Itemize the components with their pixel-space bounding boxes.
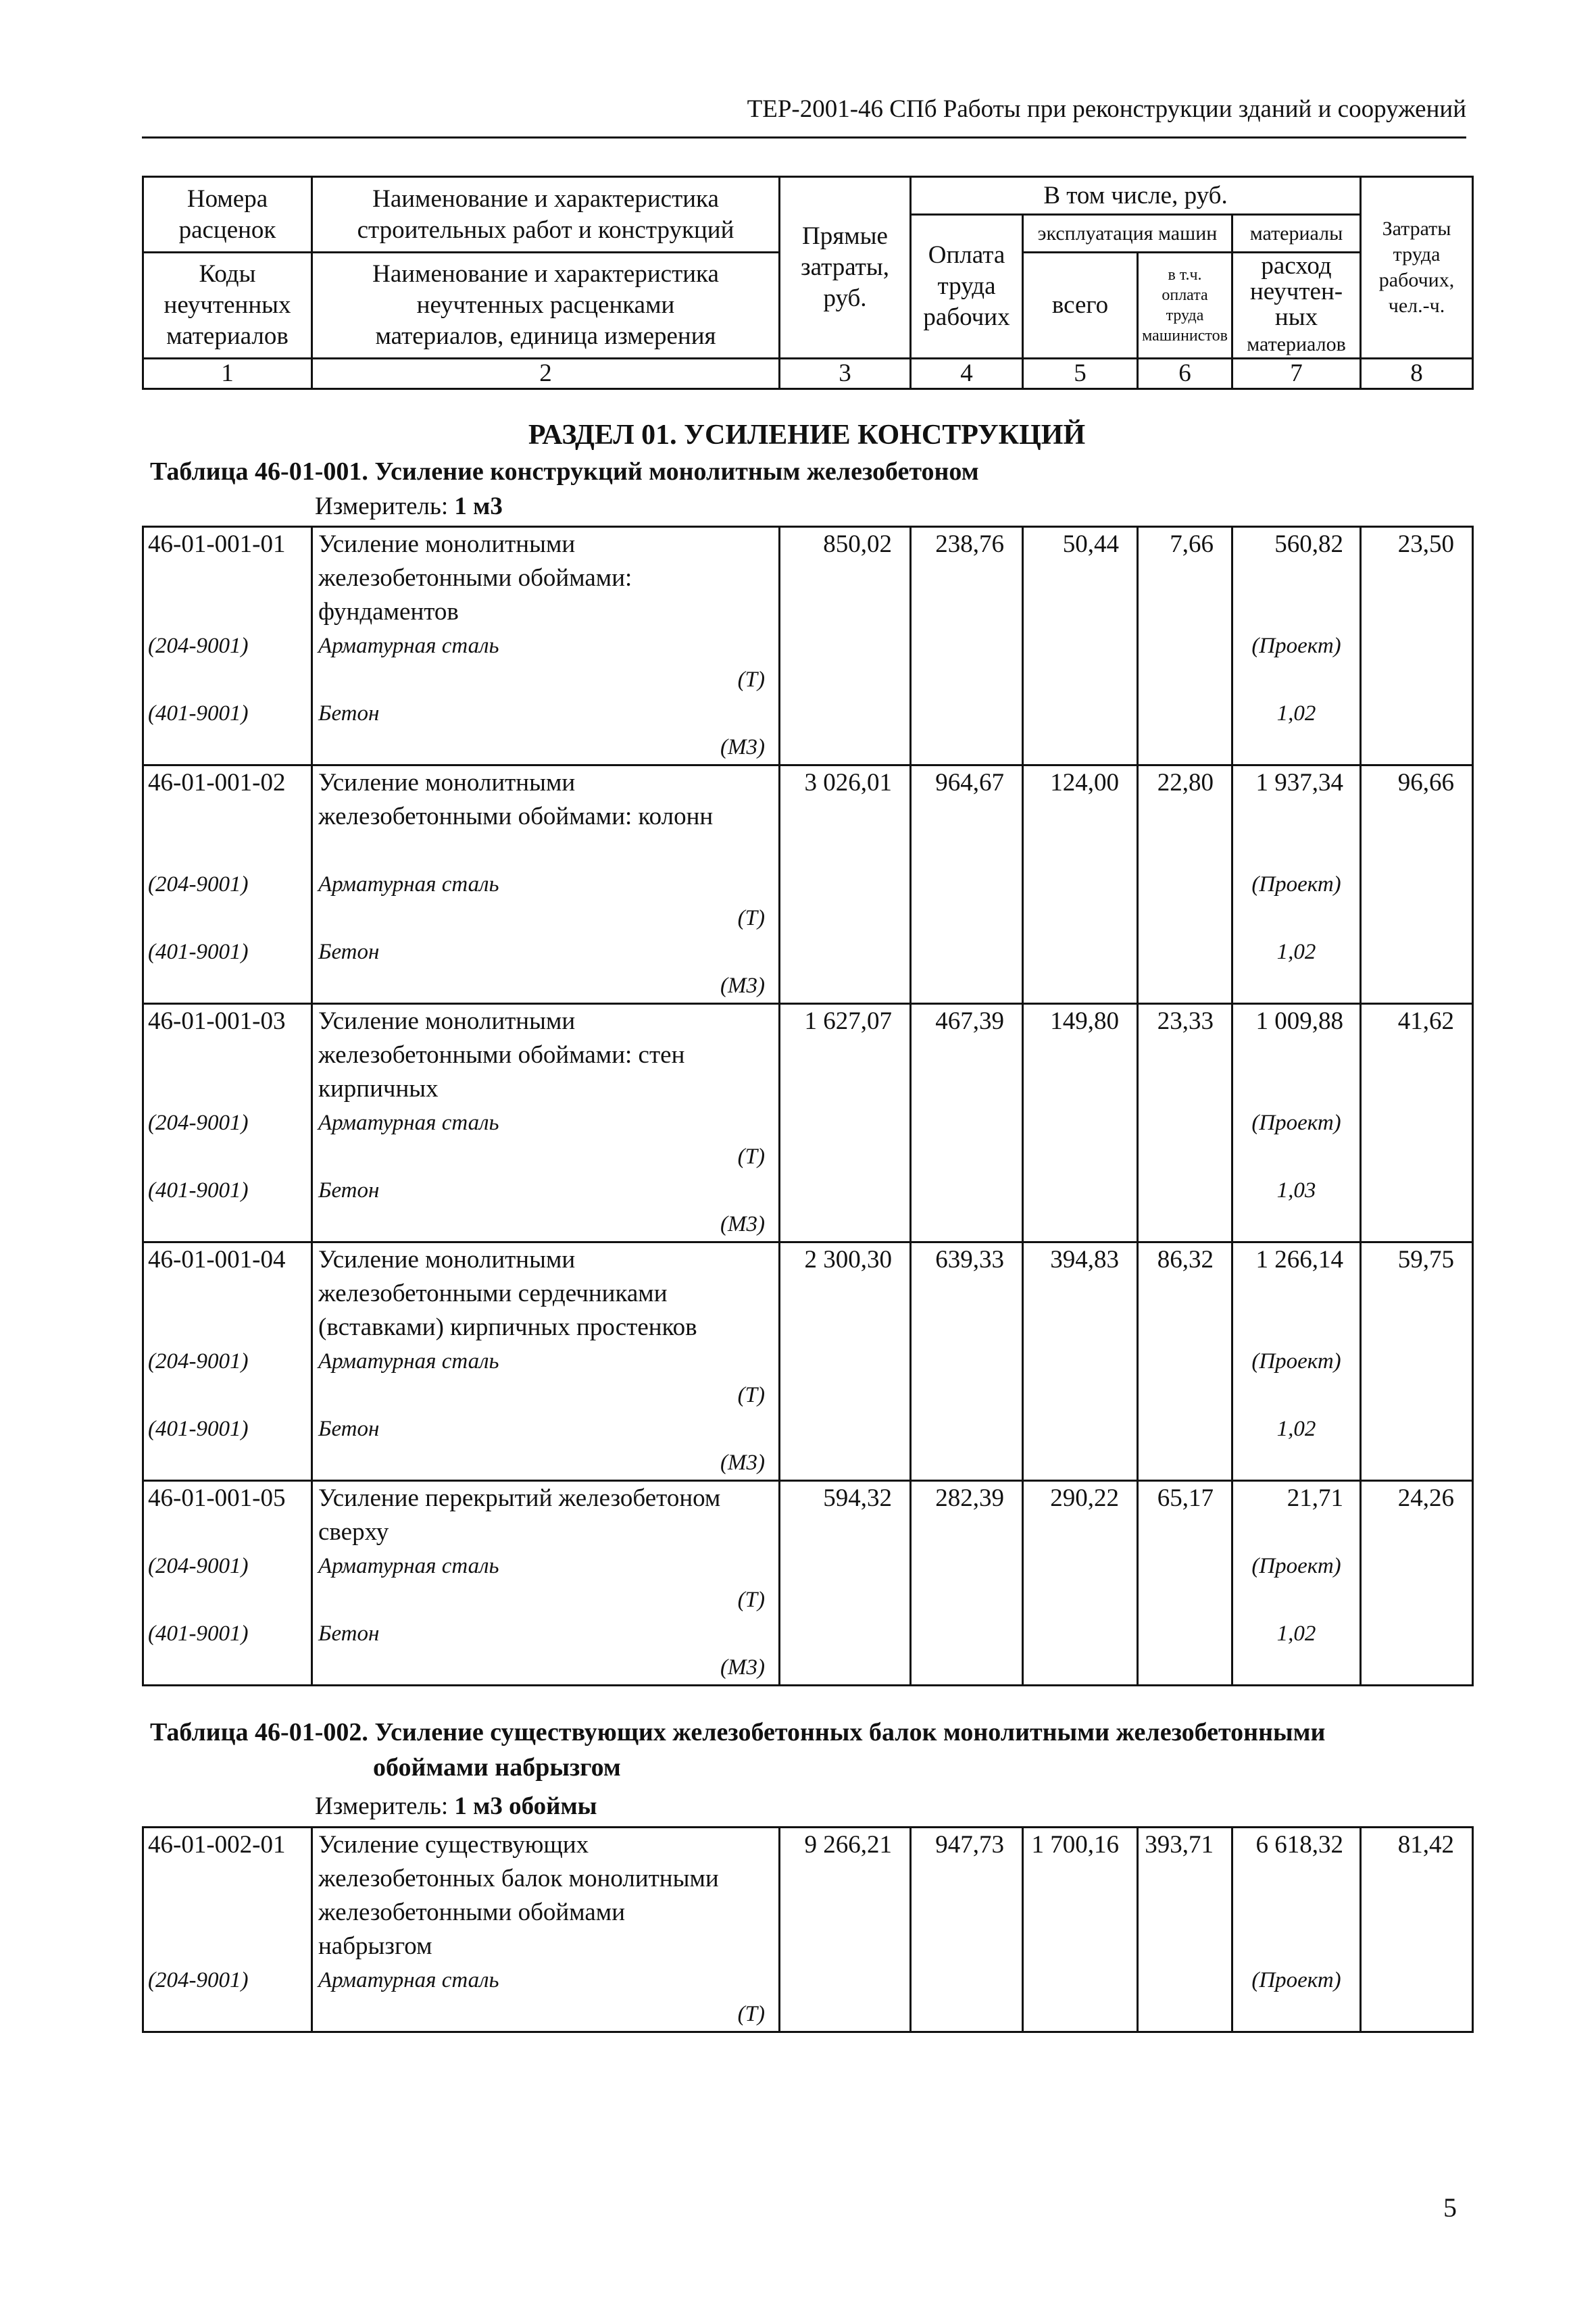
empty-cell bbox=[780, 1963, 911, 2032]
material-name: Бетон (М3) bbox=[312, 935, 780, 1004]
empty-cell bbox=[911, 629, 1023, 697]
material-row bbox=[143, 629, 1473, 697]
empty-cell bbox=[911, 1106, 1023, 1174]
material-rate: 1,02 bbox=[1232, 1617, 1361, 1686]
machines-total: 50,44 bbox=[1023, 527, 1138, 630]
machines-total: 1 700,16 bbox=[1023, 1828, 1138, 1964]
material-row bbox=[143, 1617, 1473, 1686]
rate-row bbox=[143, 1004, 1473, 1107]
header-machinist-pay: в т.ч. оплата труда машинистов bbox=[1138, 253, 1232, 359]
worker-pay: 639,33 bbox=[911, 1242, 1023, 1345]
empty-cell bbox=[1023, 867, 1138, 935]
materials-cost: 1 266,14 bbox=[1232, 1242, 1361, 1345]
empty-cell bbox=[1361, 1617, 1473, 1686]
unit-line: Измеритель: 1 м3 обоймы bbox=[315, 1792, 597, 1820]
header-including-group: В том числе, руб. bbox=[911, 177, 1361, 215]
header-col-number: 5 bbox=[1023, 359, 1138, 389]
machinist-pay: 23,33 bbox=[1138, 1004, 1232, 1107]
empty-cell bbox=[1138, 1344, 1232, 1412]
material-rate: 1,03 bbox=[1232, 1174, 1361, 1242]
rates-table-46-01-001 bbox=[142, 526, 1474, 1686]
empty-cell bbox=[1023, 1344, 1138, 1412]
header-col-number: 8 bbox=[1361, 359, 1473, 389]
table-title: Таблица 46-01-001. Усиление конструкций монолитным железобетоном bbox=[150, 457, 979, 486]
empty-cell bbox=[911, 1412, 1023, 1481]
worker-pay: 238,76 bbox=[911, 527, 1023, 630]
material-row bbox=[143, 1106, 1473, 1174]
labor-hours: 81,42 bbox=[1361, 1828, 1473, 1964]
material-rate: 1,02 bbox=[1232, 1412, 1361, 1481]
material-row bbox=[143, 935, 1473, 1004]
header-machines: эксплуатация машин bbox=[1023, 215, 1232, 253]
header-material-names: Наименование и характеристика неучтенных расценками материалов, единица измерения bbox=[312, 253, 780, 359]
material-rate: (Проект) bbox=[1232, 1344, 1361, 1412]
empty-cell bbox=[1361, 697, 1473, 765]
labor-hours: 24,26 bbox=[1361, 1481, 1473, 1550]
material-name: Бетон (М3) bbox=[312, 1174, 780, 1242]
material-rate: (Проект) bbox=[1232, 1549, 1361, 1617]
section-title: РАЗДЕЛ 01. УСИЛЕНИЕ КОНСТРУКЦИЙ bbox=[528, 420, 1086, 451]
material-name: Арматурная сталь (Т) bbox=[312, 1963, 780, 2032]
header-rate-number: Номера расценок bbox=[143, 177, 312, 253]
material-name: Арматурная сталь (Т) bbox=[312, 1344, 780, 1412]
machinist-pay: 86,32 bbox=[1138, 1242, 1232, 1345]
material-row bbox=[143, 697, 1473, 765]
rate-code: 46-01-001-05 bbox=[143, 1481, 312, 1550]
rate-row bbox=[143, 1481, 1473, 1550]
work-name: Усиление монолитными железобетонными сердечниками (вставками) кирпичных простенков bbox=[312, 1242, 780, 1345]
header-labor-hours: Затраты труда рабочих, чел.-ч. bbox=[1361, 177, 1473, 359]
empty-cell bbox=[1138, 935, 1232, 1004]
empty-cell bbox=[911, 1174, 1023, 1242]
rate-row bbox=[143, 1828, 1473, 1964]
rate-row bbox=[143, 765, 1473, 868]
empty-cell bbox=[911, 697, 1023, 765]
worker-pay: 282,39 bbox=[911, 1481, 1023, 1550]
header-direct-costs: Прямые затраты, руб. bbox=[780, 177, 911, 359]
direct-costs: 850,02 bbox=[780, 527, 911, 630]
header-col-number: 6 bbox=[1138, 359, 1232, 389]
header-col-number: 2 bbox=[312, 359, 780, 389]
empty-cell bbox=[1023, 1963, 1138, 2032]
direct-costs: 3 026,01 bbox=[780, 765, 911, 868]
material-name: Бетон (М3) bbox=[312, 697, 780, 765]
empty-cell bbox=[1138, 1963, 1232, 2032]
materials-cost: 6 618,32 bbox=[1232, 1828, 1361, 1964]
header-materials: материалы bbox=[1232, 215, 1361, 253]
empty-cell bbox=[1361, 629, 1473, 697]
empty-cell bbox=[911, 935, 1023, 1004]
material-rate: 1,02 bbox=[1232, 935, 1361, 1004]
empty-cell bbox=[1023, 629, 1138, 697]
empty-cell bbox=[911, 1617, 1023, 1686]
work-name: Усиление перекрытий железобетоном сверху bbox=[312, 1481, 780, 1550]
empty-cell bbox=[780, 1174, 911, 1242]
labor-hours: 41,62 bbox=[1361, 1004, 1473, 1107]
header-col-number: 4 bbox=[911, 359, 1023, 389]
rates-table-46-01-002 bbox=[142, 1826, 1474, 2033]
work-name: Усиление монолитными железобетонными обоймами: стен кирпичных bbox=[312, 1004, 780, 1107]
rate-row bbox=[143, 527, 1473, 630]
empty-cell bbox=[780, 1617, 911, 1686]
materials-cost: 560,82 bbox=[1232, 527, 1361, 630]
material-row bbox=[143, 1549, 1473, 1617]
material-rate: (Проект) bbox=[1232, 1106, 1361, 1174]
empty-cell bbox=[780, 1106, 911, 1174]
machinist-pay: 7,66 bbox=[1138, 527, 1232, 630]
materials-cost: 1 937,34 bbox=[1232, 765, 1361, 868]
empty-cell bbox=[1138, 629, 1232, 697]
empty-cell bbox=[1023, 1106, 1138, 1174]
header-worker-pay: Оплата труда рабочих bbox=[911, 215, 1023, 359]
empty-cell bbox=[1138, 1174, 1232, 1242]
material-rate: (Проект) bbox=[1232, 867, 1361, 935]
material-row bbox=[143, 1174, 1473, 1242]
labor-hours: 96,66 bbox=[1361, 765, 1473, 868]
empty-cell bbox=[1138, 697, 1232, 765]
header-material-codes: Коды неучтенных материалов bbox=[143, 253, 312, 359]
rate-row bbox=[143, 1242, 1473, 1345]
header-rule bbox=[142, 136, 1466, 139]
empty-cell bbox=[1361, 1963, 1473, 2032]
rate-code: 46-01-002-01 bbox=[143, 1828, 312, 1964]
header-col-number: 7 bbox=[1232, 359, 1361, 389]
rate-code: 46-01-001-03 bbox=[143, 1004, 312, 1107]
worker-pay: 947,73 bbox=[911, 1828, 1023, 1964]
machines-total: 124,00 bbox=[1023, 765, 1138, 868]
materials-cost: 1 009,88 bbox=[1232, 1004, 1361, 1107]
material-code: (204-9001) bbox=[143, 1549, 312, 1617]
direct-costs: 1 627,07 bbox=[780, 1004, 911, 1107]
worker-pay: 964,67 bbox=[911, 765, 1023, 868]
empty-cell bbox=[780, 1412, 911, 1481]
materials-cost: 21,71 bbox=[1232, 1481, 1361, 1550]
empty-cell bbox=[1138, 1617, 1232, 1686]
empty-cell bbox=[911, 1344, 1023, 1412]
empty-cell bbox=[1361, 1174, 1473, 1242]
empty-cell bbox=[1023, 1617, 1138, 1686]
material-code: (204-9001) bbox=[143, 629, 312, 697]
empty-cell bbox=[1138, 867, 1232, 935]
empty-cell bbox=[1361, 1549, 1473, 1617]
empty-cell bbox=[1138, 1549, 1232, 1617]
empty-cell bbox=[780, 867, 911, 935]
material-rate: (Проект) bbox=[1232, 629, 1361, 697]
material-name: Арматурная сталь (Т) bbox=[312, 867, 780, 935]
machines-total: 394,83 bbox=[1023, 1242, 1138, 1345]
material-row bbox=[143, 867, 1473, 935]
header-work-name: Наименование и характеристика строительных работ и конструкций bbox=[312, 177, 780, 253]
header-machines-total: всего bbox=[1023, 253, 1138, 359]
direct-costs: 594,32 bbox=[780, 1481, 911, 1550]
empty-cell bbox=[1361, 867, 1473, 935]
column-header-table bbox=[142, 176, 1474, 390]
material-code: (204-9001) bbox=[143, 1963, 312, 2032]
empty-cell bbox=[780, 629, 911, 697]
worker-pay: 467,39 bbox=[911, 1004, 1023, 1107]
unit-line: Измеритель: 1 м3 bbox=[315, 493, 503, 520]
empty-cell bbox=[1023, 935, 1138, 1004]
material-code: (204-9001) bbox=[143, 1106, 312, 1174]
empty-cell bbox=[780, 935, 911, 1004]
labor-hours: 59,75 bbox=[1361, 1242, 1473, 1345]
empty-cell bbox=[1138, 1412, 1232, 1481]
work-name: Усиление монолитными железобетонными обоймами: колонн bbox=[312, 765, 780, 868]
material-row bbox=[143, 1344, 1473, 1412]
machines-total: 149,80 bbox=[1023, 1004, 1138, 1107]
empty-cell bbox=[1361, 1412, 1473, 1481]
header-material-consumption: расход неучтен- ных материалов bbox=[1232, 253, 1361, 359]
material-code: (401-9001) bbox=[143, 1617, 312, 1686]
material-name: Арматурная сталь (Т) bbox=[312, 629, 780, 697]
rate-code: 46-01-001-01 bbox=[143, 527, 312, 630]
labor-hours: 23,50 bbox=[1361, 527, 1473, 630]
header-col-number: 1 bbox=[143, 359, 312, 389]
running-header: ТЕР-2001-46 СПб Работы при реконструкции зданий и сооружений bbox=[747, 95, 1466, 123]
page-number: 5 bbox=[1443, 2192, 1457, 2223]
rate-code: 46-01-001-02 bbox=[143, 765, 312, 868]
material-rate: (Проект) bbox=[1232, 1963, 1361, 2032]
material-name: Арматурная сталь (Т) bbox=[312, 1106, 780, 1174]
table-title: Таблица 46-01-002. Усиление существующих железобетонных балок монолитными железобетонными обоймами набрызгом bbox=[150, 1718, 1326, 1782]
empty-cell bbox=[1023, 1412, 1138, 1481]
material-name: Арматурная сталь (Т) bbox=[312, 1549, 780, 1617]
material-row bbox=[143, 1412, 1473, 1481]
material-row bbox=[143, 1963, 1473, 2032]
empty-cell bbox=[1138, 1106, 1232, 1174]
material-code: (401-9001) bbox=[143, 935, 312, 1004]
empty-cell bbox=[1023, 1174, 1138, 1242]
material-name: Бетон (М3) bbox=[312, 1617, 780, 1686]
material-code: (401-9001) bbox=[143, 1174, 312, 1242]
empty-cell bbox=[1023, 697, 1138, 765]
machinist-pay: 22,80 bbox=[1138, 765, 1232, 868]
empty-cell bbox=[1361, 935, 1473, 1004]
empty-cell bbox=[911, 1963, 1023, 2032]
empty-cell bbox=[911, 1549, 1023, 1617]
empty-cell bbox=[780, 697, 911, 765]
direct-costs: 9 266,21 bbox=[780, 1828, 911, 1964]
direct-costs: 2 300,30 bbox=[780, 1242, 911, 1345]
empty-cell bbox=[1361, 1106, 1473, 1174]
empty-cell bbox=[780, 1549, 911, 1617]
machinist-pay: 65,17 bbox=[1138, 1481, 1232, 1550]
empty-cell bbox=[780, 1344, 911, 1412]
material-code: (204-9001) bbox=[143, 867, 312, 935]
empty-cell bbox=[1023, 1549, 1138, 1617]
work-name: Усиление монолитными железобетонными обоймами: фундаментов bbox=[312, 527, 780, 630]
work-name: Усиление существующих железобетонных балок монолитными железобетонными обоймами набрызгом bbox=[312, 1828, 780, 1964]
machinist-pay: 393,71 bbox=[1138, 1828, 1232, 1964]
machines-total: 290,22 bbox=[1023, 1481, 1138, 1550]
material-rate: 1,02 bbox=[1232, 697, 1361, 765]
material-code: (204-9001) bbox=[143, 1344, 312, 1412]
material-code: (401-9001) bbox=[143, 1412, 312, 1481]
rate-code: 46-01-001-04 bbox=[143, 1242, 312, 1345]
empty-cell bbox=[1361, 1344, 1473, 1412]
material-name: Бетон (М3) bbox=[312, 1412, 780, 1481]
material-code: (401-9001) bbox=[143, 697, 312, 765]
empty-cell bbox=[911, 867, 1023, 935]
header-col-number: 3 bbox=[780, 359, 911, 389]
